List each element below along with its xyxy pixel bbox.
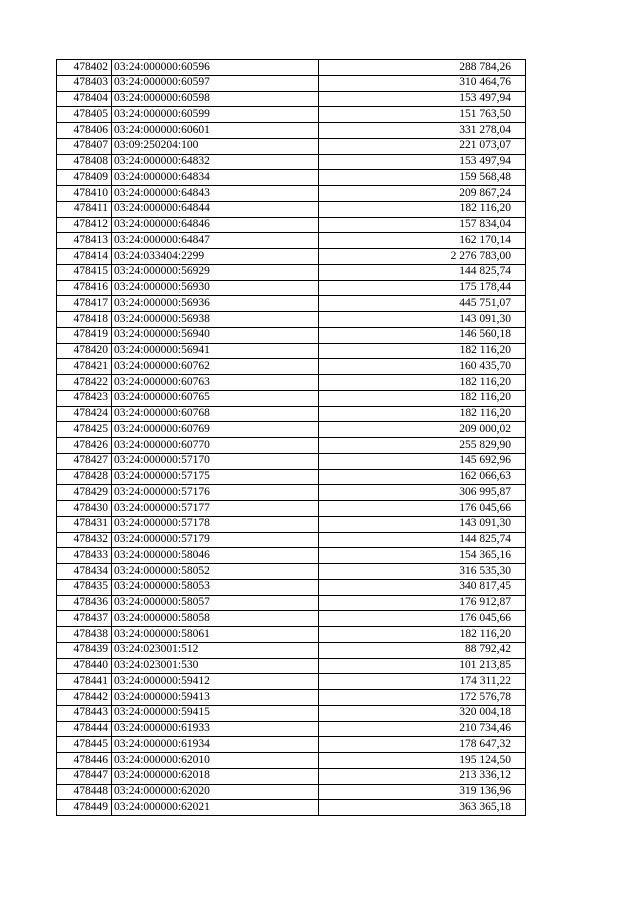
table-row [57,327,526,343]
row-id-cell: 478429 [57,485,112,501]
table-row [57,60,526,76]
row-id-cell: 478415 [57,264,112,280]
value-cell: 340 817,45 [319,579,526,595]
cadastral-number-cell: 03:24:000000:56929 [112,264,319,280]
cadastral-number-cell: 03:24:000000:59412 [112,674,319,690]
table-row [57,170,526,186]
table-row [57,138,526,154]
row-id-cell: 478418 [57,312,112,328]
value-cell: 157 834,04 [319,217,526,233]
cadastral-number-cell: 03:24:000000:61933 [112,721,319,737]
row-id-cell: 478448 [57,784,112,800]
row-id-cell: 478441 [57,674,112,690]
cadastral-number-cell: 03:24:000000:57175 [112,469,319,485]
row-id-cell: 478438 [57,627,112,643]
cadastral-number-cell: 03:24:023001:512 [112,642,319,658]
value-cell: 213 336,12 [319,768,526,784]
value-cell: 160 435,70 [319,359,526,375]
cadastral-number-cell: 03:24:000000:56930 [112,280,319,296]
row-id-cell: 478412 [57,217,112,233]
value-cell: 209 867,24 [319,186,526,202]
cadastral-number-cell: 03:24:000000:62020 [112,784,319,800]
value-cell: 101 213,85 [319,658,526,674]
row-id-cell: 478436 [57,595,112,611]
cadastral-number-cell: 03:24:000000:56938 [112,312,319,328]
value-cell: 363 365,18 [319,800,526,816]
value-cell: 145 692,96 [319,453,526,469]
row-id-cell: 478427 [57,453,112,469]
row-id-cell: 478424 [57,406,112,422]
value-cell: 174 311,22 [319,674,526,690]
value-cell: 288 784,26 [319,60,526,76]
table-row [57,233,526,249]
table-row [57,721,526,737]
value-cell: 182 116,20 [319,375,526,391]
value-cell: 331 278,04 [319,123,526,139]
cadastral-number-cell: 03:24:000000:60765 [112,390,319,406]
table-row [57,690,526,706]
table-body [57,60,526,816]
value-cell: 320 004,18 [319,705,526,721]
value-cell: 316 535,30 [319,564,526,580]
value-cell: 154 365,16 [319,548,526,564]
value-cell: 195 124,50 [319,753,526,769]
row-id-cell: 478422 [57,375,112,391]
cadastral-number-cell: 03:24:000000:60762 [112,359,319,375]
row-id-cell: 478411 [57,201,112,217]
row-id-cell: 478402 [57,60,112,76]
table-row [57,737,526,753]
table-row [57,579,526,595]
row-id-cell: 478443 [57,705,112,721]
table-row [57,485,526,501]
value-cell: 88 792,42 [319,642,526,658]
table-row [57,674,526,690]
table-row [57,154,526,170]
cadastral-number-cell: 03:24:000000:58053 [112,579,319,595]
cadastral-number-cell: 03:24:000000:64847 [112,233,319,249]
table-row [57,107,526,123]
row-id-cell: 478439 [57,642,112,658]
table-row [57,627,526,643]
table-row [57,249,526,265]
table-row [57,753,526,769]
row-id-cell: 478430 [57,501,112,517]
value-cell: 319 136,96 [319,784,526,800]
row-id-cell: 478407 [57,138,112,154]
table-row [57,453,526,469]
row-id-cell: 478419 [57,327,112,343]
row-id-cell: 478444 [57,721,112,737]
row-id-cell: 478405 [57,107,112,123]
value-cell: 210 734,46 [319,721,526,737]
table-row [57,186,526,202]
cadastral-number-cell: 03:24:000000:58052 [112,564,319,580]
row-id-cell: 478409 [57,170,112,186]
cadastral-number-cell: 03:24:000000:60596 [112,60,319,76]
value-cell: 255 829,90 [319,438,526,454]
row-id-cell: 478434 [57,564,112,580]
cadastral-number-cell: 03:24:000000:57176 [112,485,319,501]
table-row [57,343,526,359]
row-id-cell: 478431 [57,516,112,532]
table-row [57,611,526,627]
row-id-cell: 478425 [57,422,112,438]
cadastral-number-cell: 03:24:000000:56940 [112,327,319,343]
table-row [57,658,526,674]
cadastral-number-cell: 03:24:000000:57178 [112,516,319,532]
value-cell: 172 576,78 [319,690,526,706]
row-id-cell: 478416 [57,280,112,296]
row-id-cell: 478433 [57,548,112,564]
value-cell: 162 066,63 [319,469,526,485]
value-cell: 175 178,44 [319,280,526,296]
cadastral-number-cell: 03:24:000000:56941 [112,343,319,359]
table-row [57,532,526,548]
value-cell: 2 276 783,00 [319,249,526,265]
value-cell: 143 091,30 [319,312,526,328]
row-id-cell: 478447 [57,768,112,784]
value-cell: 182 116,20 [319,201,526,217]
cadastral-number-cell: 03:24:000000:64843 [112,186,319,202]
cadastral-number-cell: 03:24:000000:57179 [112,532,319,548]
table-row [57,91,526,107]
cadastral-number-cell: 03:24:000000:61934 [112,737,319,753]
row-id-cell: 478404 [57,91,112,107]
row-id-cell: 478445 [57,737,112,753]
table-row [57,123,526,139]
row-id-cell: 478442 [57,690,112,706]
cadastral-number-cell: 03:24:000000:57177 [112,501,319,517]
table-row [57,705,526,721]
cadastral-number-cell: 03:24:000000:64834 [112,170,319,186]
cadastral-number-cell: 03:24:000000:57170 [112,453,319,469]
row-id-cell: 478414 [57,249,112,265]
value-cell: 182 116,20 [319,390,526,406]
row-id-cell: 478417 [57,296,112,312]
row-id-cell: 478446 [57,753,112,769]
cadastral-number-cell: 03:24:000000:62021 [112,800,319,816]
value-cell: 445 751,07 [319,296,526,312]
value-cell: 153 497,94 [319,91,526,107]
cadastral-number-cell: 03:24:000000:59413 [112,690,319,706]
table-row [57,438,526,454]
value-cell: 159 568,48 [319,170,526,186]
value-cell: 182 116,20 [319,406,526,422]
cadastral-number-cell: 03:24:000000:60768 [112,406,319,422]
row-id-cell: 478435 [57,579,112,595]
cadastral-number-cell: 03:24:000000:60770 [112,438,319,454]
table-row [57,390,526,406]
table-row [57,296,526,312]
value-cell: 162 170,14 [319,233,526,249]
cadastral-number-cell: 03:24:000000:60597 [112,75,319,91]
cadastral-number-cell: 03:24:000000:59415 [112,705,319,721]
cadastral-number-cell: 03:24:023001:530 [112,658,319,674]
cadastral-number-cell: 03:24:000000:60601 [112,123,319,139]
cadastral-number-cell: 03:24:000000:58058 [112,611,319,627]
value-cell: 310 464,76 [319,75,526,91]
table-row [57,564,526,580]
cadastral-number-cell: 03:24:000000:60769 [112,422,319,438]
row-id-cell: 478428 [57,469,112,485]
value-cell: 178 647,32 [319,737,526,753]
row-id-cell: 478420 [57,343,112,359]
table-row [57,264,526,280]
table-row [57,359,526,375]
table-row [57,595,526,611]
row-id-cell: 478423 [57,390,112,406]
cadastral-number-cell: 03:24:000000:58061 [112,627,319,643]
row-id-cell: 478440 [57,658,112,674]
table-row [57,375,526,391]
cadastral-number-cell: 03:24:000000:60599 [112,107,319,123]
value-cell: 143 091,30 [319,516,526,532]
table-row [57,501,526,517]
row-id-cell: 478403 [57,75,112,91]
row-id-cell: 478421 [57,359,112,375]
value-cell: 176 045,66 [319,501,526,517]
table-row [57,406,526,422]
value-cell: 151 763,50 [319,107,526,123]
value-cell: 144 825,74 [319,532,526,548]
cadastral-number-cell: 03:24:000000:64832 [112,154,319,170]
value-cell: 176 045,66 [319,611,526,627]
value-cell: 182 116,20 [319,627,526,643]
row-id-cell: 478408 [57,154,112,170]
table-row [57,548,526,564]
table-row [57,768,526,784]
cadastral-number-cell: 03:24:000000:60598 [112,91,319,107]
row-id-cell: 478406 [57,123,112,139]
row-id-cell: 478437 [57,611,112,627]
cadastral-value-table [56,59,526,816]
value-cell: 144 825,74 [319,264,526,280]
cadastral-number-cell: 03:09:250204:100 [112,138,319,154]
table-row [57,217,526,233]
cadastral-number-cell: 03:24:000000:62018 [112,768,319,784]
value-cell: 146 560,18 [319,327,526,343]
row-id-cell: 478449 [57,800,112,816]
cadastral-number-cell: 03:24:033404:2299 [112,249,319,265]
cadastral-number-cell: 03:24:000000:64846 [112,217,319,233]
table-row [57,75,526,91]
row-id-cell: 478432 [57,532,112,548]
value-cell: 209 000,02 [319,422,526,438]
cadastral-number-cell: 03:24:000000:56936 [112,296,319,312]
cadastral-number-cell: 03:24:000000:64844 [112,201,319,217]
value-cell: 306 995,87 [319,485,526,501]
table-row [57,784,526,800]
table-row [57,312,526,328]
cadastral-number-cell: 03:24:000000:58046 [112,548,319,564]
cadastral-number-cell: 03:24:000000:60763 [112,375,319,391]
table-row [57,516,526,532]
cadastral-number-cell: 03:24:000000:62010 [112,753,319,769]
table-row [57,280,526,296]
table-row [57,642,526,658]
value-cell: 221 073,07 [319,138,526,154]
value-cell: 182 116,20 [319,343,526,359]
value-cell: 153 497,94 [319,154,526,170]
table-row [57,469,526,485]
table-row [57,422,526,438]
value-cell: 176 912,87 [319,595,526,611]
cadastral-number-cell: 03:24:000000:58057 [112,595,319,611]
table-row [57,800,526,816]
row-id-cell: 478410 [57,186,112,202]
table-row [57,201,526,217]
row-id-cell: 478413 [57,233,112,249]
row-id-cell: 478426 [57,438,112,454]
